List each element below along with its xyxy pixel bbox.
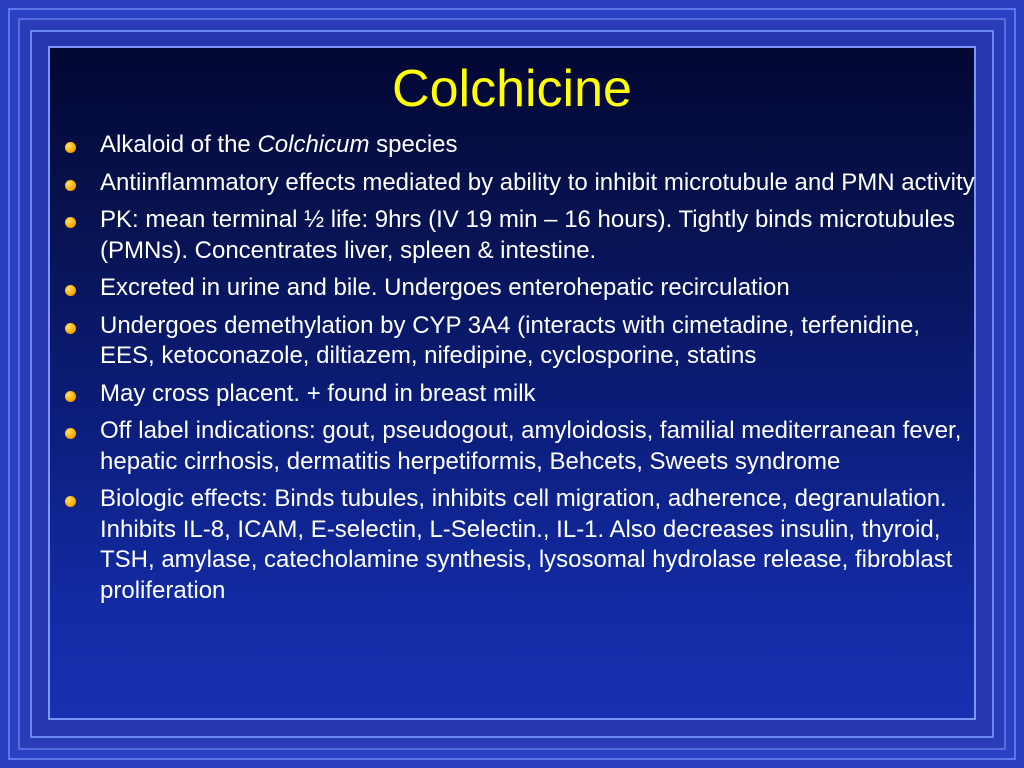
bullet-item — [62, 379, 977, 410]
bullet-dot-icon — [65, 285, 76, 296]
bullet-dot-icon — [65, 142, 76, 153]
bullet-dot-icon — [65, 496, 76, 507]
bullet-text: May cross placent. + found in breast milk — [100, 379, 536, 407]
bullet-item — [62, 416, 977, 477]
bullet-item — [62, 205, 977, 266]
bullet-dot-icon — [65, 391, 76, 402]
slide-title: Colchicine — [392, 60, 632, 118]
bullet-text: Biologic effects: Binds tubules, inhibits cell migration, adherence, degranulation. Inhibits IL-8, ICAM, E-selectin, L-Selectin., IL-1. Also decreases insulin, thyroid, TSH, amylase, catecholamine synthesis, lysosomal hydrolase release, fibroblast proliferation — [100, 485, 953, 604]
bullet-dot-icon — [65, 180, 76, 191]
bullet-text: Excreted in urine and bile. Undergoes enterohepatic recirculation — [100, 274, 790, 301]
bullet-text-pre: Alkaloid of the — [100, 131, 258, 158]
bullet-item — [62, 168, 977, 199]
bullet-dot-icon — [65, 323, 76, 334]
bullet-dot-icon — [65, 217, 76, 228]
bullet-item — [62, 311, 977, 372]
bullet-dot-icon — [65, 428, 76, 439]
bullet-text-italic: Colchicum — [257, 131, 370, 158]
bullet-item — [62, 484, 977, 606]
bullet-text: Antiinflammatory effects mediated by ability to inhibit microtubule and PMN activity — [100, 168, 975, 196]
bullet-text-post: species — [369, 131, 458, 158]
bullet-item — [62, 273, 977, 304]
bullet-text: Undergoes demethylation by CYP 3A4 (interacts with cimetadine, terfenidine, EES, ketoconazole, diltiazem, nifedipine, cyclosporine, statins — [100, 311, 920, 369]
bullet-item — [62, 130, 977, 161]
bullet-text: Off label indications: gout, pseudogout, amyloidosis, familial mediterranean fever, hepatic cirrhosis, dermatitis herpetiformis, Behcets, Sweets syndrome — [100, 417, 962, 475]
bullet-text: PK: mean terminal ½ life: 9hrs (IV 19 min – 16 hours). Tightly binds microtubules (PMNs). Concentrates liver, spleen & intestine. — [100, 206, 956, 264]
bullet-list — [62, 130, 977, 613]
